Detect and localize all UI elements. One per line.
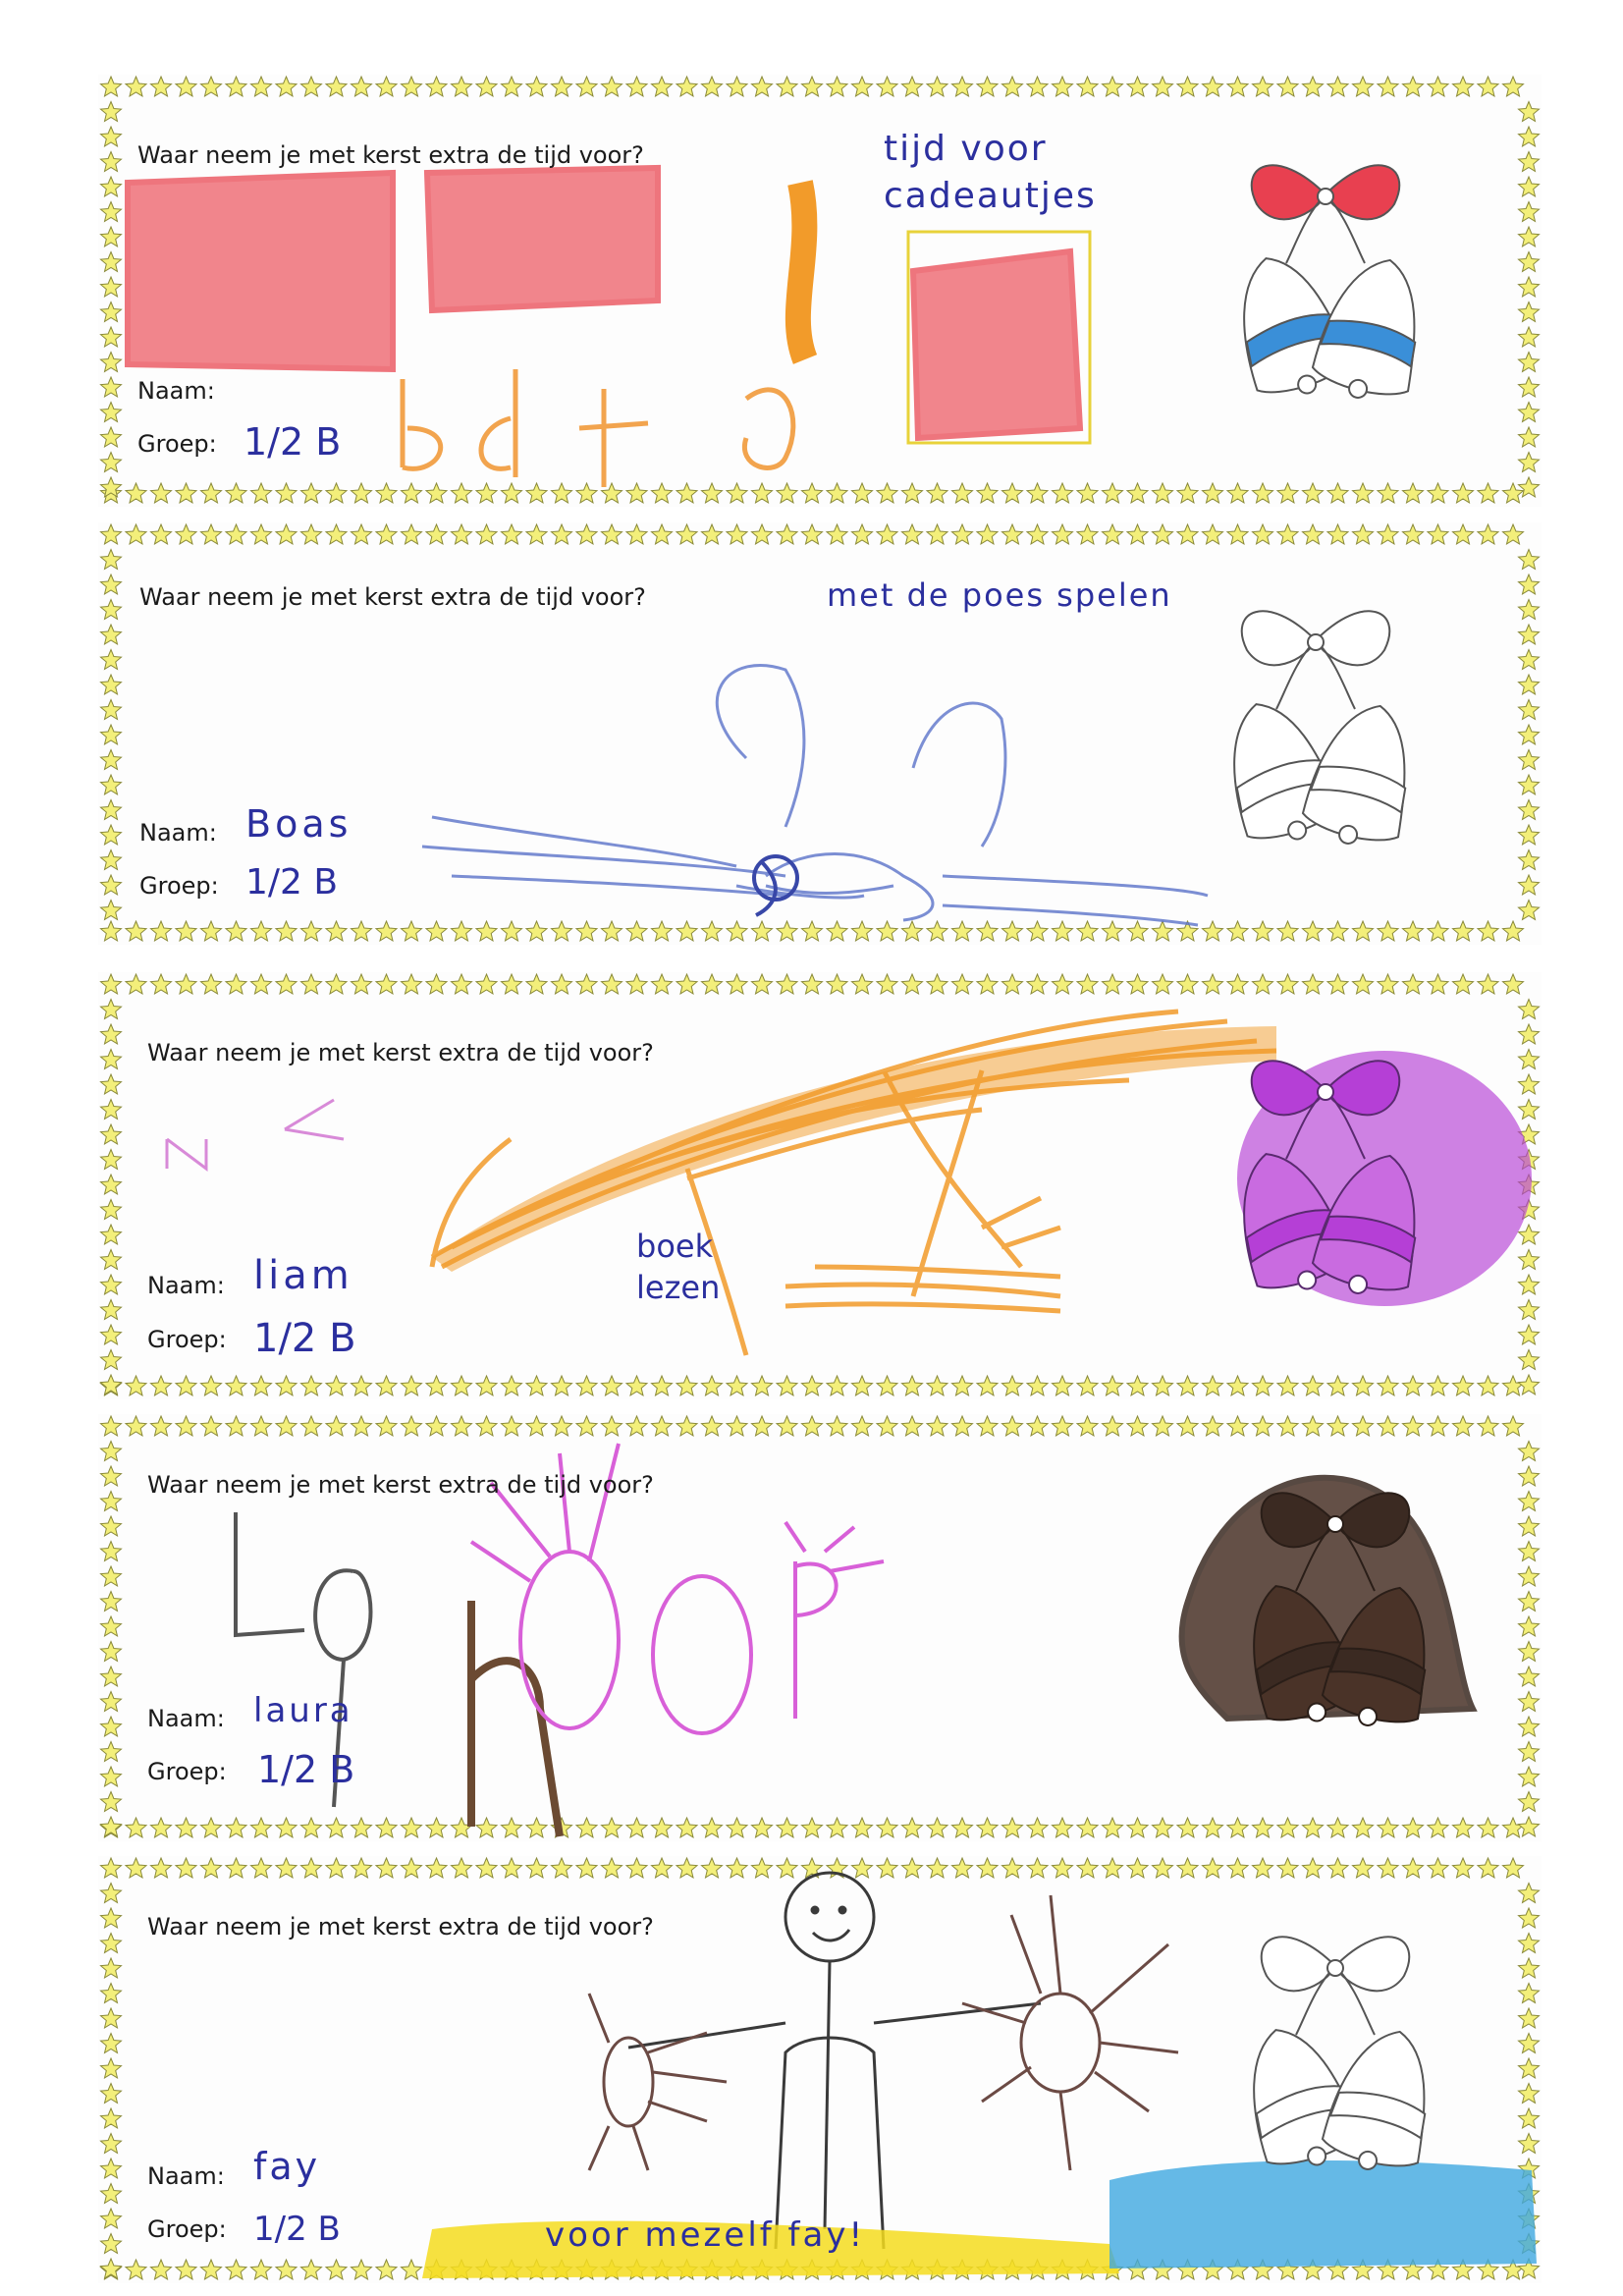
- group-label: Groep:: [147, 1326, 227, 1353]
- child-letters: [393, 399, 396, 400]
- card-1: [98, 75, 1542, 507]
- christmas-bells-icon: [1198, 126, 1453, 420]
- name-value: fay: [253, 2145, 321, 2188]
- group-value: 1/2 B: [245, 862, 339, 902]
- name-label: Naam:: [147, 1272, 225, 1299]
- card-2: [98, 522, 1542, 945]
- group-label: Groep:: [139, 872, 219, 900]
- christmas-bells-icon: [1208, 1453, 1463, 1748]
- group-label: Groep:: [147, 1758, 227, 1785]
- question-text: Waar neem je met kerst extra de tijd voor?: [147, 1471, 654, 1499]
- question-text: Waar neem je met kerst extra de tijd voor?: [147, 1039, 654, 1066]
- question-text: Waar neem je met kerst extra de tijd voor?: [147, 1913, 654, 1941]
- group-label: Groep:: [147, 2215, 227, 2243]
- name-value: Boas: [245, 802, 352, 846]
- card-3: [98, 972, 1542, 1399]
- name-label: Naam:: [137, 377, 215, 405]
- question-text: Waar neem je met kerst extra de tijd voor?: [137, 141, 644, 169]
- answer-handwriting: tijd voor cadeautjes: [884, 129, 1097, 216]
- name-value: laura: [253, 1691, 353, 1730]
- name-label: Naam:: [139, 819, 217, 847]
- child-letters: [236, 1611, 241, 1612]
- card-4: [98, 1414, 1542, 1841]
- question-text: Waar neem je met kerst extra de tijd voor?: [139, 583, 646, 611]
- name-label: Naam:: [147, 2162, 225, 2190]
- name-label: Naam:: [147, 1705, 225, 1732]
- group-label: Groep:: [137, 430, 217, 458]
- answer-handwriting: met de poes spelen: [827, 576, 1172, 614]
- christmas-bells-icon: [1198, 1021, 1453, 1316]
- answer-handwriting: voor mezelf fay!: [545, 2215, 866, 2255]
- christmas-bells-icon: [1188, 572, 1443, 866]
- christmas-bells-icon: [1208, 1897, 1463, 2192]
- group-value: 1/2 B: [253, 1316, 356, 1361]
- card-5: [98, 1856, 1542, 2283]
- answer-handwriting: boek lezen: [636, 1228, 721, 1306]
- group-value: 1/2 B: [257, 1748, 355, 1791]
- group-value: 1/2 B: [243, 420, 342, 464]
- group-value: 1/2 B: [253, 2210, 341, 2249]
- name-value: liam: [253, 1253, 353, 1298]
